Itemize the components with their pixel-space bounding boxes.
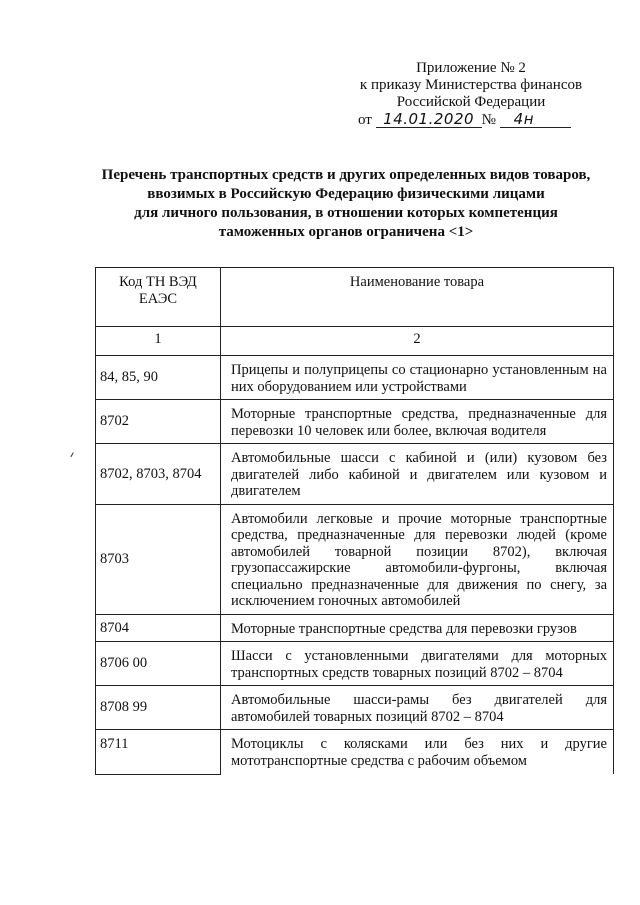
goods-table	[95, 267, 614, 775]
table-row	[96, 730, 614, 775]
column-number-2: 2	[221, 327, 614, 356]
row-name: Моторные транспортные средства для перевозки грузов	[221, 614, 614, 642]
column-number-1: 1	[96, 327, 221, 356]
row-code: 8711	[96, 730, 221, 775]
table-row	[96, 356, 614, 400]
appendix-number: Приложение № 2	[416, 60, 526, 76]
row-name: Автомобили легковые и прочие моторные транспортные средства, предназначенные для перевозки людей (кроме автомобилей товарной позиции 8702), включая грузопассажирские автомобили-фургоны, включая специально предназначенные для движения по снегу, за исключением гоночных автомобилей	[221, 504, 614, 614]
row-code: 8708 99	[96, 686, 221, 730]
appendix-country: Российской Федерации	[396, 94, 546, 110]
title-line-3: для личного пользования, в отношении которых компетенция	[134, 205, 558, 221]
row-code: 84, 85, 90	[96, 356, 221, 400]
appendix-order-ref: к приказу Министерства финансов	[359, 77, 583, 93]
header-name: Наименование товара	[221, 268, 614, 327]
row-code: 8702, 8703, 8704	[96, 444, 221, 505]
row-name: Мотоциклы с колясками или без них и другие мототранспортные средства с рабочим объемом	[221, 730, 614, 775]
date-prefix: от	[358, 112, 372, 128]
row-name: Автомобильные шасси с кабиной и (или) кузовом без двигателей либо кабиной и двигателем или кузовом и двигателем	[221, 444, 614, 505]
document-title	[70, 166, 622, 242]
row-code: 8702	[96, 400, 221, 444]
row-name: Прицепы и полуприцепы со стационарно установленным на них оборудованием или устройствами	[221, 356, 614, 400]
row-name: Автомобильные шасси-рамы без двигателей для автомобилей товарных позиций 8702 – 8704	[221, 686, 614, 730]
appendix-date-line	[346, 111, 596, 129]
table-row	[96, 444, 614, 505]
handwritten-order-number: 4н	[500, 111, 571, 128]
table-row	[96, 400, 614, 444]
row-code: 8706 00	[96, 642, 221, 686]
appendix-header	[346, 60, 596, 129]
table-header-row	[96, 268, 614, 327]
table-row	[96, 642, 614, 686]
table-row	[96, 614, 614, 642]
row-name: Моторные транспортные средства, предназначенные для перевозки 10 человек или более, включая водителя	[221, 400, 614, 444]
column-number-row	[96, 327, 614, 356]
table-row	[96, 686, 614, 730]
title-line-2: ввозимых в Российскую Федерацию физическими лицами	[147, 186, 545, 202]
row-code: 8704	[96, 614, 221, 642]
title-line-1: Перечень транспортных средств и других определенных видов товаров,	[101, 167, 591, 183]
title-line-4: таможенных органов ограничена <1>	[218, 224, 474, 240]
header-code: Код ТН ВЭД ЕАЭС	[96, 268, 221, 327]
table-row	[96, 504, 614, 614]
handwritten-date: 14.01.2020	[376, 111, 482, 128]
row-code: 8703	[96, 504, 221, 614]
margin-pen-mark	[70, 452, 74, 457]
number-prefix: №	[481, 112, 496, 128]
row-name: Шасси с установленными двигателями для моторных транспортных средств товарных позиций 8702 – 8704	[221, 642, 614, 686]
